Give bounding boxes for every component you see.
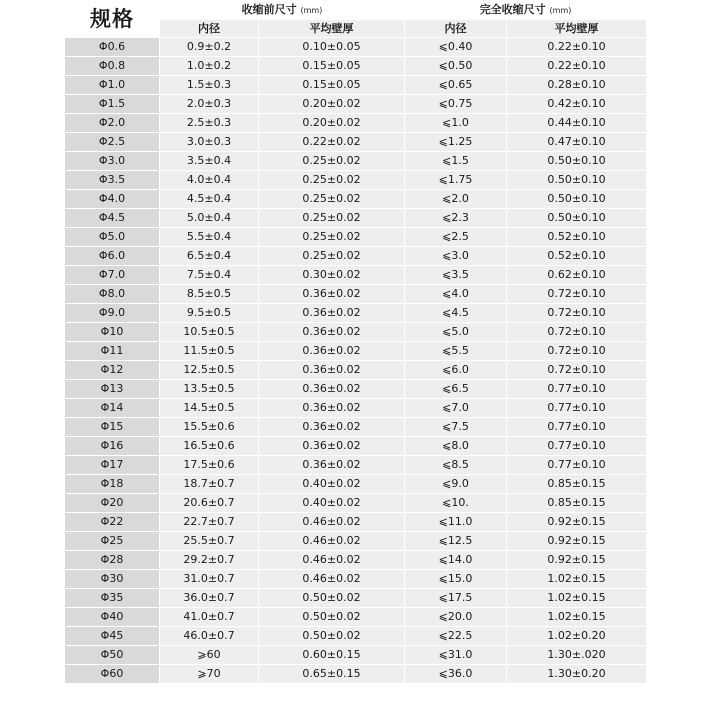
cell-before-inner-diameter: 8.5±0.5 bbox=[160, 285, 259, 304]
cell-before-avg-wall: 0.60±0.15 bbox=[259, 646, 405, 665]
cell-before-avg-wall: 0.65±0.15 bbox=[259, 665, 405, 684]
table-row bbox=[65, 38, 647, 57]
cell-after-avg-wall: 1.02±0.15 bbox=[507, 570, 647, 589]
cell-after-avg-wall: 0.72±0.10 bbox=[507, 304, 647, 323]
cell-spec: Φ10 bbox=[65, 323, 160, 342]
cell-after-inner-diameter: ⩽0.50 bbox=[405, 57, 507, 76]
cell-before-inner-diameter: 11.5±0.5 bbox=[160, 342, 259, 361]
cell-before-inner-diameter: 4.0±0.4 bbox=[160, 171, 259, 190]
cell-spec: Φ30 bbox=[65, 570, 160, 589]
table-row bbox=[65, 532, 647, 551]
cell-before-avg-wall: 0.36±0.02 bbox=[259, 285, 405, 304]
cell-after-inner-diameter: ⩽1.0 bbox=[405, 114, 507, 133]
cell-spec: Φ4.0 bbox=[65, 190, 160, 209]
table-row bbox=[65, 437, 647, 456]
header-after-shrink-label: 完全收缩尺寸 bbox=[479, 3, 546, 16]
header-before-avg-wall: 平均壁厚 bbox=[259, 20, 405, 38]
cell-after-avg-wall: 0.92±0.15 bbox=[507, 551, 647, 570]
cell-spec: Φ40 bbox=[65, 608, 160, 627]
cell-after-avg-wall: 1.02±0.20 bbox=[507, 627, 647, 646]
table-row bbox=[65, 209, 647, 228]
table-row bbox=[65, 152, 647, 171]
cell-spec: Φ1.5 bbox=[65, 95, 160, 114]
cell-after-avg-wall: 0.52±0.10 bbox=[507, 247, 647, 266]
header-spec: 规格 bbox=[65, 1, 160, 38]
table-row bbox=[65, 494, 647, 513]
cell-spec: Φ0.8 bbox=[65, 57, 160, 76]
table-row bbox=[65, 342, 647, 361]
table-row bbox=[65, 285, 647, 304]
table-row bbox=[65, 570, 647, 589]
header-after-avg-wall: 平均壁厚 bbox=[507, 20, 647, 38]
cell-after-inner-diameter: ⩽0.75 bbox=[405, 95, 507, 114]
cell-after-inner-diameter: ⩽8.5 bbox=[405, 456, 507, 475]
table-row bbox=[65, 228, 647, 247]
table-row bbox=[65, 418, 647, 437]
table-row bbox=[65, 133, 647, 152]
cell-after-avg-wall: 0.77±0.10 bbox=[507, 418, 647, 437]
table-row bbox=[65, 361, 647, 380]
cell-before-avg-wall: 0.25±0.02 bbox=[259, 171, 405, 190]
cell-spec: Φ15 bbox=[65, 418, 160, 437]
cell-after-avg-wall: 1.30±.020 bbox=[507, 646, 647, 665]
cell-before-inner-diameter: 18.7±0.7 bbox=[160, 475, 259, 494]
cell-before-inner-diameter: 13.5±0.5 bbox=[160, 380, 259, 399]
cell-before-inner-diameter: 31.0±0.7 bbox=[160, 570, 259, 589]
cell-before-inner-diameter: 2.0±0.3 bbox=[160, 95, 259, 114]
cell-after-inner-diameter: ⩽31.0 bbox=[405, 646, 507, 665]
table-row bbox=[65, 456, 647, 475]
cell-spec: Φ16 bbox=[65, 437, 160, 456]
cell-after-inner-diameter: ⩽2.5 bbox=[405, 228, 507, 247]
cell-spec: Φ20 bbox=[65, 494, 160, 513]
cell-before-inner-diameter: 17.5±0.6 bbox=[160, 456, 259, 475]
cell-spec: Φ3.0 bbox=[65, 152, 160, 171]
cell-after-inner-diameter: ⩽2.3 bbox=[405, 209, 507, 228]
cell-after-inner-diameter: ⩽4.5 bbox=[405, 304, 507, 323]
cell-before-avg-wall: 0.40±0.02 bbox=[259, 475, 405, 494]
cell-before-avg-wall: 0.25±0.02 bbox=[259, 209, 405, 228]
cell-spec: Φ28 bbox=[65, 551, 160, 570]
cell-after-inner-diameter: ⩽3.5 bbox=[405, 266, 507, 285]
cell-before-avg-wall: 0.25±0.02 bbox=[259, 190, 405, 209]
table-row bbox=[65, 171, 647, 190]
cell-before-inner-diameter: 2.5±0.3 bbox=[160, 114, 259, 133]
header-after-inner-diameter: 内径 bbox=[405, 20, 507, 38]
table-row bbox=[65, 323, 647, 342]
table-row bbox=[65, 190, 647, 209]
cell-before-inner-diameter: 1.0±0.2 bbox=[160, 57, 259, 76]
cell-after-avg-wall: 1.02±0.15 bbox=[507, 608, 647, 627]
cell-after-avg-wall: 0.85±0.15 bbox=[507, 494, 647, 513]
cell-before-inner-diameter: 6.5±0.4 bbox=[160, 247, 259, 266]
cell-spec: Φ0.6 bbox=[65, 38, 160, 57]
cell-after-inner-diameter: ⩽6.5 bbox=[405, 380, 507, 399]
cell-after-inner-diameter: ⩽17.5 bbox=[405, 589, 507, 608]
cell-before-inner-diameter: 22.7±0.7 bbox=[160, 513, 259, 532]
spec-table bbox=[64, 0, 647, 684]
cell-spec: Φ4.5 bbox=[65, 209, 160, 228]
cell-spec: Φ7.0 bbox=[65, 266, 160, 285]
cell-after-avg-wall: 1.30±0.20 bbox=[507, 665, 647, 684]
cell-before-inner-diameter: 41.0±0.7 bbox=[160, 608, 259, 627]
cell-after-avg-wall: 0.72±0.10 bbox=[507, 361, 647, 380]
cell-spec: Φ60 bbox=[65, 665, 160, 684]
cell-after-avg-wall: 0.50±0.10 bbox=[507, 190, 647, 209]
cell-before-avg-wall: 0.46±0.02 bbox=[259, 513, 405, 532]
cell-after-avg-wall: 0.28±0.10 bbox=[507, 76, 647, 95]
cell-before-inner-diameter: 12.5±0.5 bbox=[160, 361, 259, 380]
cell-before-inner-diameter: 5.0±0.4 bbox=[160, 209, 259, 228]
cell-before-inner-diameter: 3.0±0.3 bbox=[160, 133, 259, 152]
cell-after-avg-wall: 0.85±0.15 bbox=[507, 475, 647, 494]
cell-before-avg-wall: 0.36±0.02 bbox=[259, 418, 405, 437]
cell-before-avg-wall: 0.25±0.02 bbox=[259, 247, 405, 266]
table-row bbox=[65, 247, 647, 266]
header-after-unit: (mm) bbox=[549, 6, 572, 15]
cell-after-inner-diameter: ⩽14.0 bbox=[405, 551, 507, 570]
cell-before-avg-wall: 0.40±0.02 bbox=[259, 494, 405, 513]
cell-before-avg-wall: 0.10±0.05 bbox=[259, 38, 405, 57]
cell-before-inner-diameter: 7.5±0.4 bbox=[160, 266, 259, 285]
cell-before-inner-diameter: ⩾70 bbox=[160, 665, 259, 684]
cell-before-inner-diameter: 1.5±0.3 bbox=[160, 76, 259, 95]
cell-before-inner-diameter: 9.5±0.5 bbox=[160, 304, 259, 323]
table-row bbox=[65, 646, 647, 665]
table-row bbox=[65, 627, 647, 646]
cell-after-inner-diameter: ⩽12.5 bbox=[405, 532, 507, 551]
cell-after-avg-wall: 0.77±0.10 bbox=[507, 456, 647, 475]
table-row bbox=[65, 95, 647, 114]
table-row bbox=[65, 513, 647, 532]
cell-before-avg-wall: 0.36±0.02 bbox=[259, 399, 405, 418]
cell-after-avg-wall: 0.44±0.10 bbox=[507, 114, 647, 133]
cell-before-avg-wall: 0.25±0.02 bbox=[259, 228, 405, 247]
cell-spec: Φ9.0 bbox=[65, 304, 160, 323]
cell-after-avg-wall: 0.77±0.10 bbox=[507, 380, 647, 399]
cell-spec: Φ11 bbox=[65, 342, 160, 361]
cell-before-avg-wall: 0.50±0.02 bbox=[259, 589, 405, 608]
cell-after-inner-diameter: ⩽9.0 bbox=[405, 475, 507, 494]
cell-after-inner-diameter: ⩽1.25 bbox=[405, 133, 507, 152]
cell-spec: Φ14 bbox=[65, 399, 160, 418]
cell-after-inner-diameter: ⩽36.0 bbox=[405, 665, 507, 684]
cell-spec: Φ17 bbox=[65, 456, 160, 475]
cell-before-inner-diameter: 25.5±0.7 bbox=[160, 532, 259, 551]
cell-after-inner-diameter: ⩽4.0 bbox=[405, 285, 507, 304]
cell-after-avg-wall: 0.50±0.10 bbox=[507, 152, 647, 171]
cell-after-avg-wall: 0.22±0.10 bbox=[507, 57, 647, 76]
cell-before-inner-diameter: 29.2±0.7 bbox=[160, 551, 259, 570]
cell-before-avg-wall: 0.36±0.02 bbox=[259, 456, 405, 475]
cell-after-inner-diameter: ⩽11.0 bbox=[405, 513, 507, 532]
header-row-groups bbox=[65, 1, 647, 20]
cell-after-inner-diameter: ⩽0.65 bbox=[405, 76, 507, 95]
cell-after-avg-wall: 0.50±0.10 bbox=[507, 209, 647, 228]
cell-after-inner-diameter: ⩽8.0 bbox=[405, 437, 507, 456]
cell-spec: Φ6.0 bbox=[65, 247, 160, 266]
cell-before-avg-wall: 0.15±0.05 bbox=[259, 76, 405, 95]
table-row bbox=[65, 266, 647, 285]
cell-spec: Φ35 bbox=[65, 589, 160, 608]
cell-before-avg-wall: 0.36±0.02 bbox=[259, 304, 405, 323]
cell-before-avg-wall: 0.36±0.02 bbox=[259, 342, 405, 361]
cell-spec: Φ12 bbox=[65, 361, 160, 380]
cell-spec: Φ2.0 bbox=[65, 114, 160, 133]
cell-after-inner-diameter: ⩽22.5 bbox=[405, 627, 507, 646]
cell-spec: Φ8.0 bbox=[65, 285, 160, 304]
cell-after-avg-wall: 0.77±0.10 bbox=[507, 399, 647, 418]
cell-after-avg-wall: 0.47±0.10 bbox=[507, 133, 647, 152]
cell-after-avg-wall: 0.77±0.10 bbox=[507, 437, 647, 456]
cell-after-inner-diameter: ⩽7.5 bbox=[405, 418, 507, 437]
cell-after-inner-diameter: ⩽1.75 bbox=[405, 171, 507, 190]
table-row bbox=[65, 114, 647, 133]
cell-after-inner-diameter: ⩽1.5 bbox=[405, 152, 507, 171]
cell-after-avg-wall: 0.92±0.15 bbox=[507, 513, 647, 532]
cell-before-inner-diameter: 0.9±0.2 bbox=[160, 38, 259, 57]
cell-spec: Φ50 bbox=[65, 646, 160, 665]
cell-spec: Φ45 bbox=[65, 627, 160, 646]
table-row bbox=[65, 304, 647, 323]
table-row bbox=[65, 665, 647, 684]
cell-after-inner-diameter: ⩽20.0 bbox=[405, 608, 507, 627]
cell-before-inner-diameter: 14.5±0.5 bbox=[160, 399, 259, 418]
cell-after-inner-diameter: ⩽6.0 bbox=[405, 361, 507, 380]
cell-before-inner-diameter: 20.6±0.7 bbox=[160, 494, 259, 513]
cell-after-avg-wall: 0.52±0.10 bbox=[507, 228, 647, 247]
table-body bbox=[65, 1, 647, 684]
cell-spec: Φ13 bbox=[65, 380, 160, 399]
table-row bbox=[65, 475, 647, 494]
cell-after-avg-wall: 0.22±0.10 bbox=[507, 38, 647, 57]
table-row bbox=[65, 589, 647, 608]
header-before-shrink-label: 收缩前尺寸 bbox=[241, 3, 297, 16]
cell-before-avg-wall: 0.50±0.02 bbox=[259, 608, 405, 627]
cell-spec: Φ22 bbox=[65, 513, 160, 532]
cell-before-avg-wall: 0.20±0.02 bbox=[259, 114, 405, 133]
cell-after-avg-wall: 0.72±0.10 bbox=[507, 323, 647, 342]
cell-before-inner-diameter: 3.5±0.4 bbox=[160, 152, 259, 171]
cell-after-inner-diameter: ⩽7.0 bbox=[405, 399, 507, 418]
table-row bbox=[65, 76, 647, 95]
cell-spec: Φ18 bbox=[65, 475, 160, 494]
cell-after-avg-wall: 0.72±0.10 bbox=[507, 342, 647, 361]
cell-before-avg-wall: 0.30±0.02 bbox=[259, 266, 405, 285]
header-after-shrink bbox=[405, 1, 647, 20]
cell-before-avg-wall: 0.46±0.02 bbox=[259, 570, 405, 589]
cell-before-avg-wall: 0.20±0.02 bbox=[259, 95, 405, 114]
cell-before-inner-diameter: 15.5±0.6 bbox=[160, 418, 259, 437]
cell-before-inner-diameter: 4.5±0.4 bbox=[160, 190, 259, 209]
cell-spec: Φ3.5 bbox=[65, 171, 160, 190]
header-before-shrink bbox=[160, 1, 405, 20]
cell-after-avg-wall: 1.02±0.15 bbox=[507, 589, 647, 608]
cell-before-avg-wall: 0.25±0.02 bbox=[259, 152, 405, 171]
cell-after-inner-diameter: ⩽5.5 bbox=[405, 342, 507, 361]
cell-after-inner-diameter: ⩽3.0 bbox=[405, 247, 507, 266]
cell-after-inner-diameter: ⩽5.0 bbox=[405, 323, 507, 342]
cell-after-avg-wall: 0.42±0.10 bbox=[507, 95, 647, 114]
cell-before-avg-wall: 0.22±0.02 bbox=[259, 133, 405, 152]
cell-after-avg-wall: 0.62±0.10 bbox=[507, 266, 647, 285]
cell-before-inner-diameter: 5.5±0.4 bbox=[160, 228, 259, 247]
cell-before-inner-diameter: 10.5±0.5 bbox=[160, 323, 259, 342]
cell-spec: Φ25 bbox=[65, 532, 160, 551]
cell-spec: Φ1.0 bbox=[65, 76, 160, 95]
cell-before-avg-wall: 0.15±0.05 bbox=[259, 57, 405, 76]
cell-after-inner-diameter: ⩽0.40 bbox=[405, 38, 507, 57]
cell-after-avg-wall: 0.50±0.10 bbox=[507, 171, 647, 190]
cell-spec: Φ2.5 bbox=[65, 133, 160, 152]
table-row bbox=[65, 551, 647, 570]
cell-after-inner-diameter: ⩽10. bbox=[405, 494, 507, 513]
cell-before-inner-diameter: 46.0±0.7 bbox=[160, 627, 259, 646]
table-row bbox=[65, 399, 647, 418]
cell-after-inner-diameter: ⩽15.0 bbox=[405, 570, 507, 589]
cell-after-avg-wall: 0.92±0.15 bbox=[507, 532, 647, 551]
cell-before-inner-diameter: 36.0±0.7 bbox=[160, 589, 259, 608]
cell-before-avg-wall: 0.50±0.02 bbox=[259, 627, 405, 646]
cell-spec: Φ5.0 bbox=[65, 228, 160, 247]
cell-before-avg-wall: 0.36±0.02 bbox=[259, 380, 405, 399]
cell-before-avg-wall: 0.36±0.02 bbox=[259, 323, 405, 342]
header-before-unit: (mm) bbox=[300, 6, 323, 15]
cell-before-avg-wall: 0.46±0.02 bbox=[259, 532, 405, 551]
cell-before-avg-wall: 0.46±0.02 bbox=[259, 551, 405, 570]
cell-before-avg-wall: 0.36±0.02 bbox=[259, 437, 405, 456]
table-row bbox=[65, 608, 647, 627]
cell-before-inner-diameter: ⩾60 bbox=[160, 646, 259, 665]
table-row bbox=[65, 57, 647, 76]
header-before-inner-diameter: 内径 bbox=[160, 20, 259, 38]
cell-after-inner-diameter: ⩽2.0 bbox=[405, 190, 507, 209]
cell-before-avg-wall: 0.36±0.02 bbox=[259, 361, 405, 380]
cell-after-avg-wall: 0.72±0.10 bbox=[507, 285, 647, 304]
cell-before-inner-diameter: 16.5±0.6 bbox=[160, 437, 259, 456]
table-row bbox=[65, 380, 647, 399]
